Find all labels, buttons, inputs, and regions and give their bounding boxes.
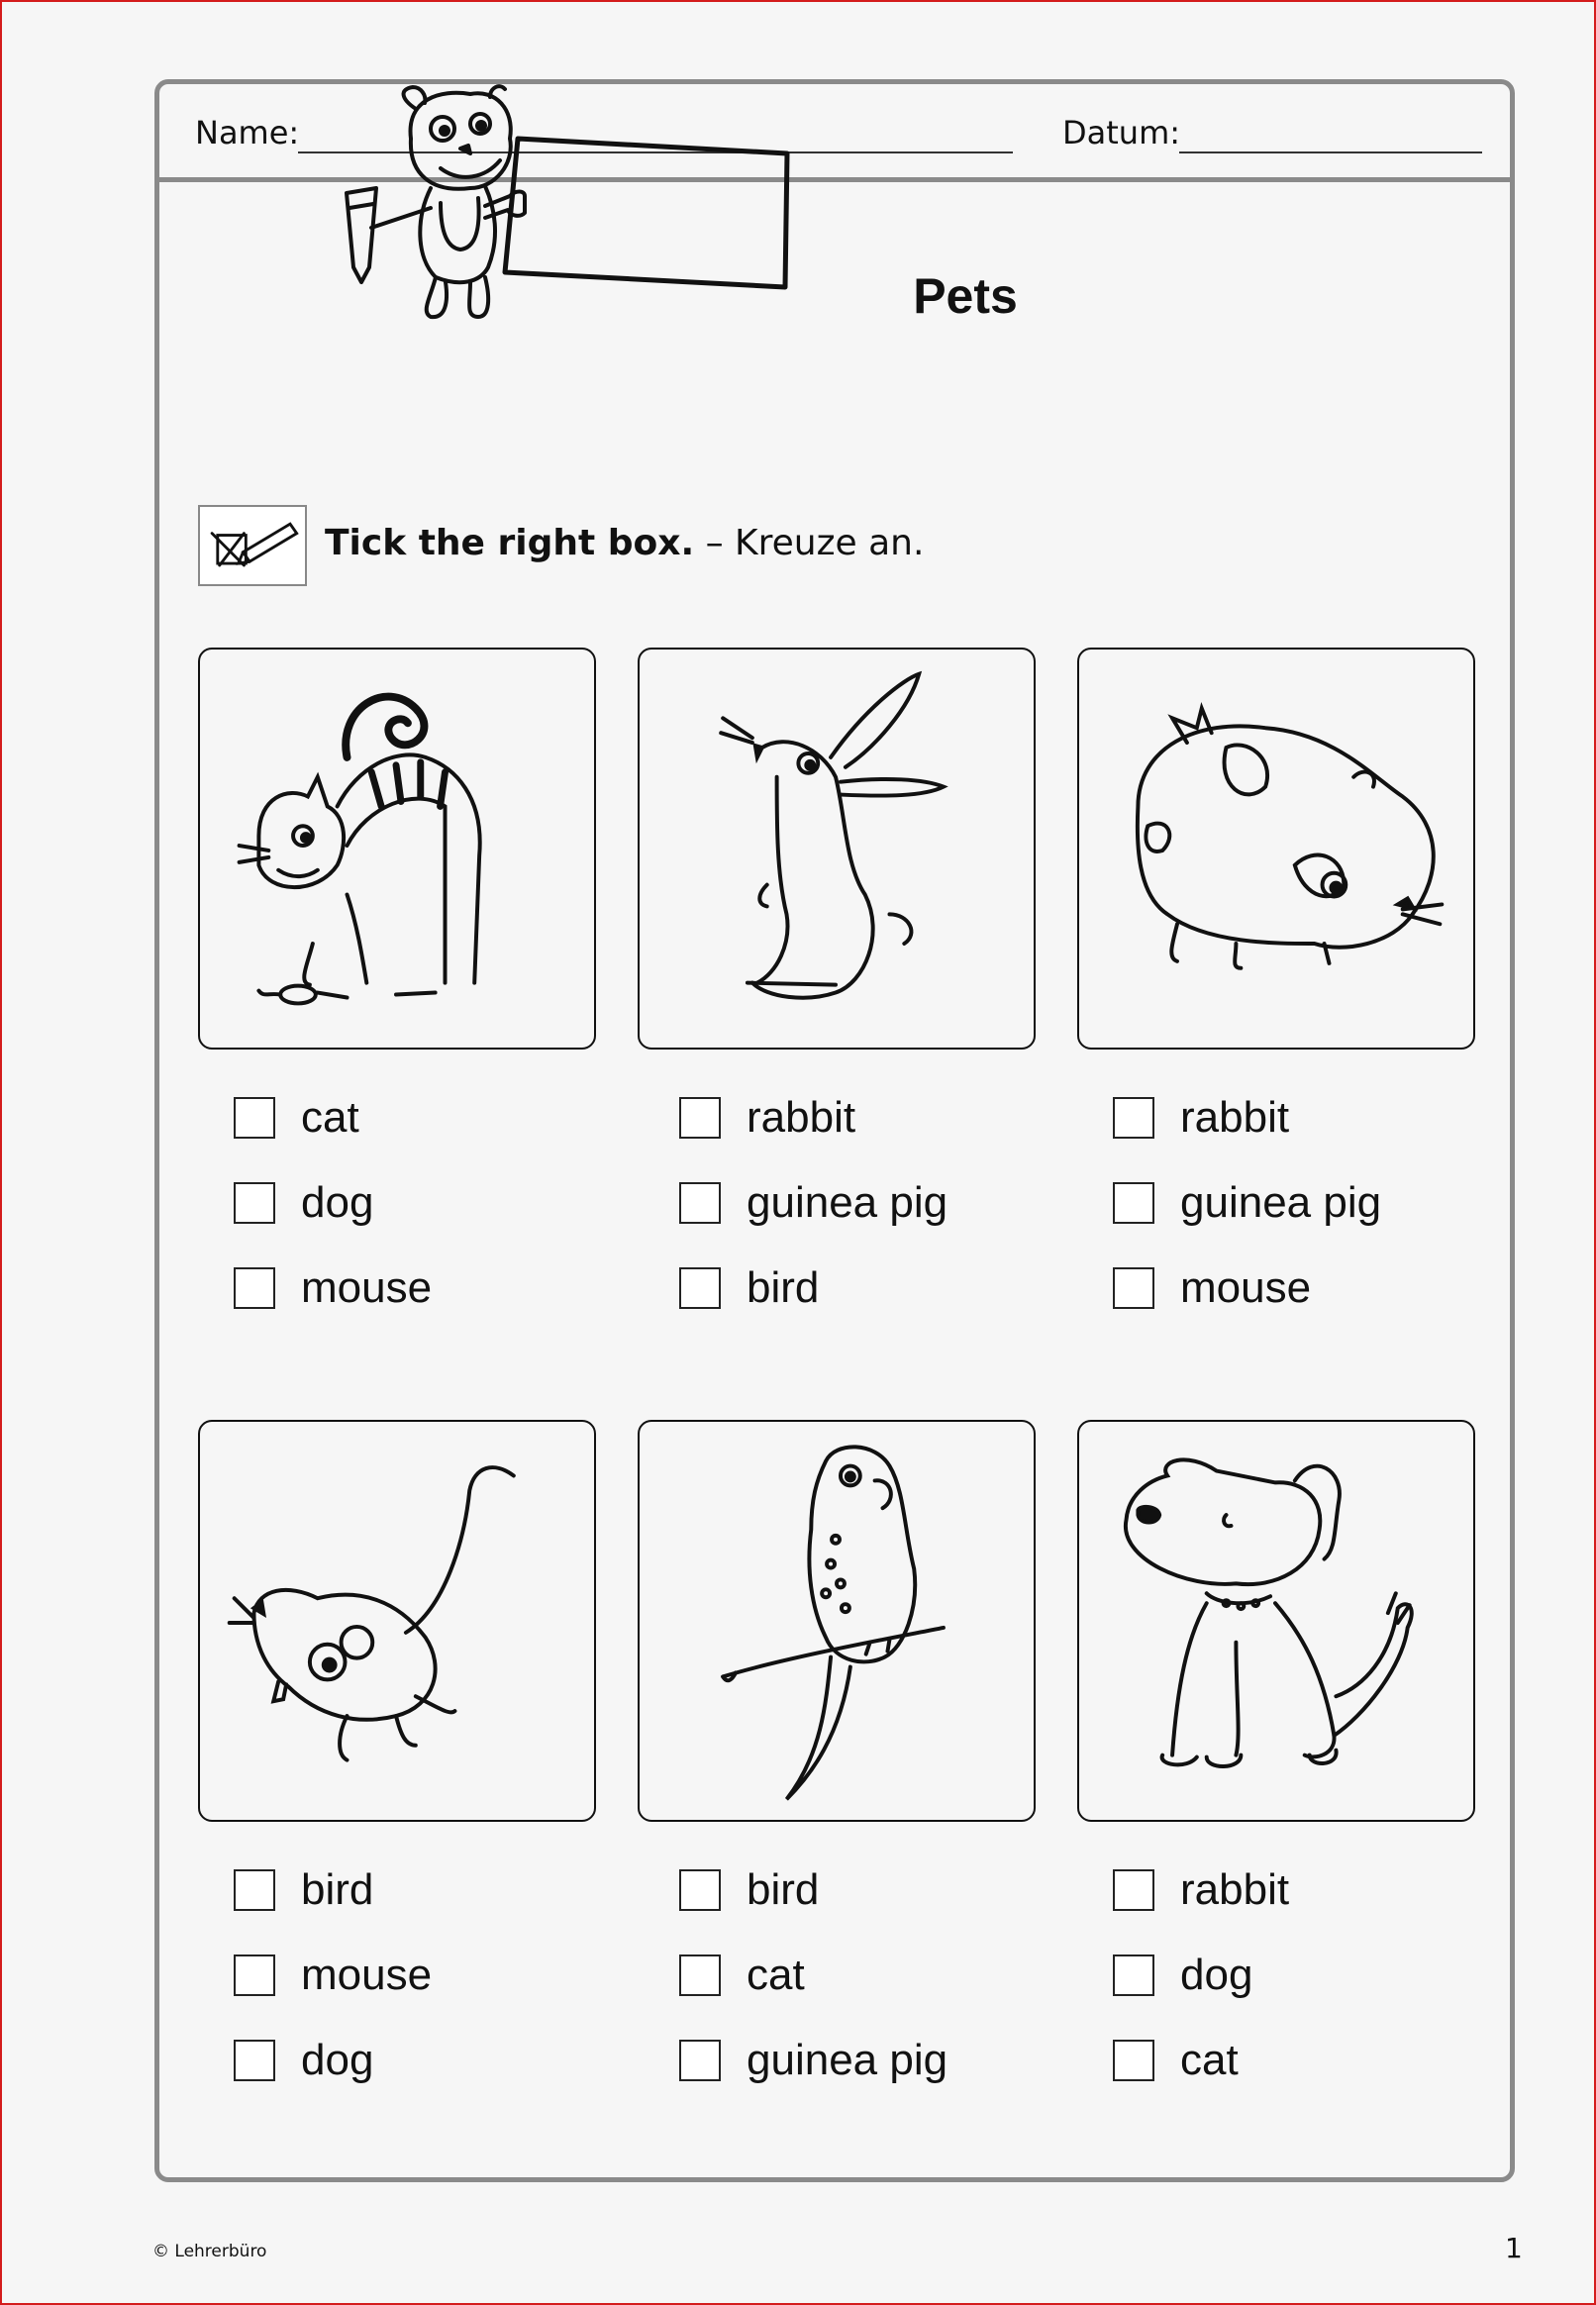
checkbox[interactable] [1113, 2040, 1154, 2081]
option-row[interactable] [679, 1865, 819, 1915]
option-label: cat [1180, 2036, 1239, 2084]
option-label: guinea pig [747, 1178, 948, 1227]
checkbox[interactable] [1113, 1954, 1154, 1996]
checkbox[interactable] [234, 1869, 275, 1911]
checkbox[interactable] [234, 1182, 275, 1224]
option-label: bird [747, 1865, 820, 1914]
page-number: 1 [1505, 2232, 1523, 2264]
checkbox[interactable] [679, 1869, 721, 1911]
option-label: rabbit [1180, 1093, 1290, 1142]
mascot-illustration [322, 79, 797, 327]
option-label: guinea pig [1180, 1178, 1382, 1227]
option-label: mouse [301, 1263, 433, 1312]
guinea-pig-icon [1079, 650, 1473, 1048]
picture-card-3 [1077, 648, 1475, 1050]
tick-pencil-icon [198, 505, 307, 586]
checkbox[interactable] [234, 1097, 275, 1139]
option-label: dog [301, 1178, 374, 1227]
option-row[interactable] [679, 1093, 855, 1143]
option-label: guinea pig [747, 2036, 948, 2084]
option-label: cat [301, 1093, 359, 1142]
instruction-rest: – Kreuze an. [694, 523, 925, 563]
checkbox[interactable] [1113, 1097, 1154, 1139]
checkbox[interactable] [1113, 1267, 1154, 1309]
picture-card-2 [638, 648, 1036, 1050]
cat-icon [200, 650, 594, 1048]
option-label: bird [301, 1865, 374, 1914]
picture-card-4 [198, 1420, 596, 1822]
copyright-text: © Lehrerbüro [152, 2242, 267, 2261]
checkbox[interactable] [679, 1954, 721, 1996]
checkbox[interactable] [234, 1954, 275, 1996]
checkbox[interactable] [679, 1267, 721, 1309]
checkbox[interactable] [1113, 1869, 1154, 1911]
option-row[interactable] [1113, 1093, 1289, 1143]
worksheet-title: Pets [913, 268, 1018, 324]
date-label: Datum: [1062, 114, 1181, 151]
option-row[interactable] [1113, 2036, 1239, 2085]
option-row[interactable] [234, 1951, 432, 2000]
date-field[interactable] [1179, 151, 1482, 153]
option-row[interactable] [1113, 1178, 1381, 1228]
option-row[interactable] [234, 1093, 359, 1143]
mouse-icon [200, 1422, 594, 1820]
picture-card-6 [1077, 1420, 1475, 1822]
option-label: dog [301, 2036, 374, 2084]
option-row[interactable] [234, 1865, 373, 1915]
checkbox[interactable] [234, 1267, 275, 1309]
option-row[interactable] [679, 2036, 948, 2085]
checkbox[interactable] [679, 1182, 721, 1224]
picture-card-5 [638, 1420, 1036, 1822]
option-label: mouse [301, 1951, 433, 1999]
option-row[interactable] [679, 1178, 948, 1228]
option-row[interactable] [1113, 1865, 1289, 1915]
name-label: Name: [195, 114, 300, 151]
dog-icon [1079, 1422, 1473, 1820]
option-row[interactable] [234, 1178, 373, 1228]
rabbit-icon [640, 650, 1034, 1048]
option-label: rabbit [1180, 1865, 1290, 1914]
picture-card-1 [198, 648, 596, 1050]
option-row[interactable] [679, 1263, 819, 1313]
option-row[interactable] [234, 2036, 373, 2085]
checkbox[interactable] [234, 2040, 275, 2081]
checkbox[interactable] [679, 1097, 721, 1139]
option-row[interactable] [1113, 1951, 1252, 2000]
option-label: mouse [1180, 1263, 1312, 1312]
checkbox[interactable] [1113, 1182, 1154, 1224]
instruction-text [325, 523, 924, 563]
bird-icon [640, 1422, 1034, 1820]
instruction-bold: Tick the right box. [325, 523, 695, 563]
checkbox[interactable] [679, 2040, 721, 2081]
option-row[interactable] [234, 1263, 432, 1313]
option-label: rabbit [747, 1093, 856, 1142]
option-row[interactable] [1113, 1263, 1311, 1313]
option-label: dog [1180, 1951, 1253, 1999]
option-label: bird [747, 1263, 820, 1312]
option-label: cat [747, 1951, 805, 1999]
option-row[interactable] [679, 1951, 805, 2000]
